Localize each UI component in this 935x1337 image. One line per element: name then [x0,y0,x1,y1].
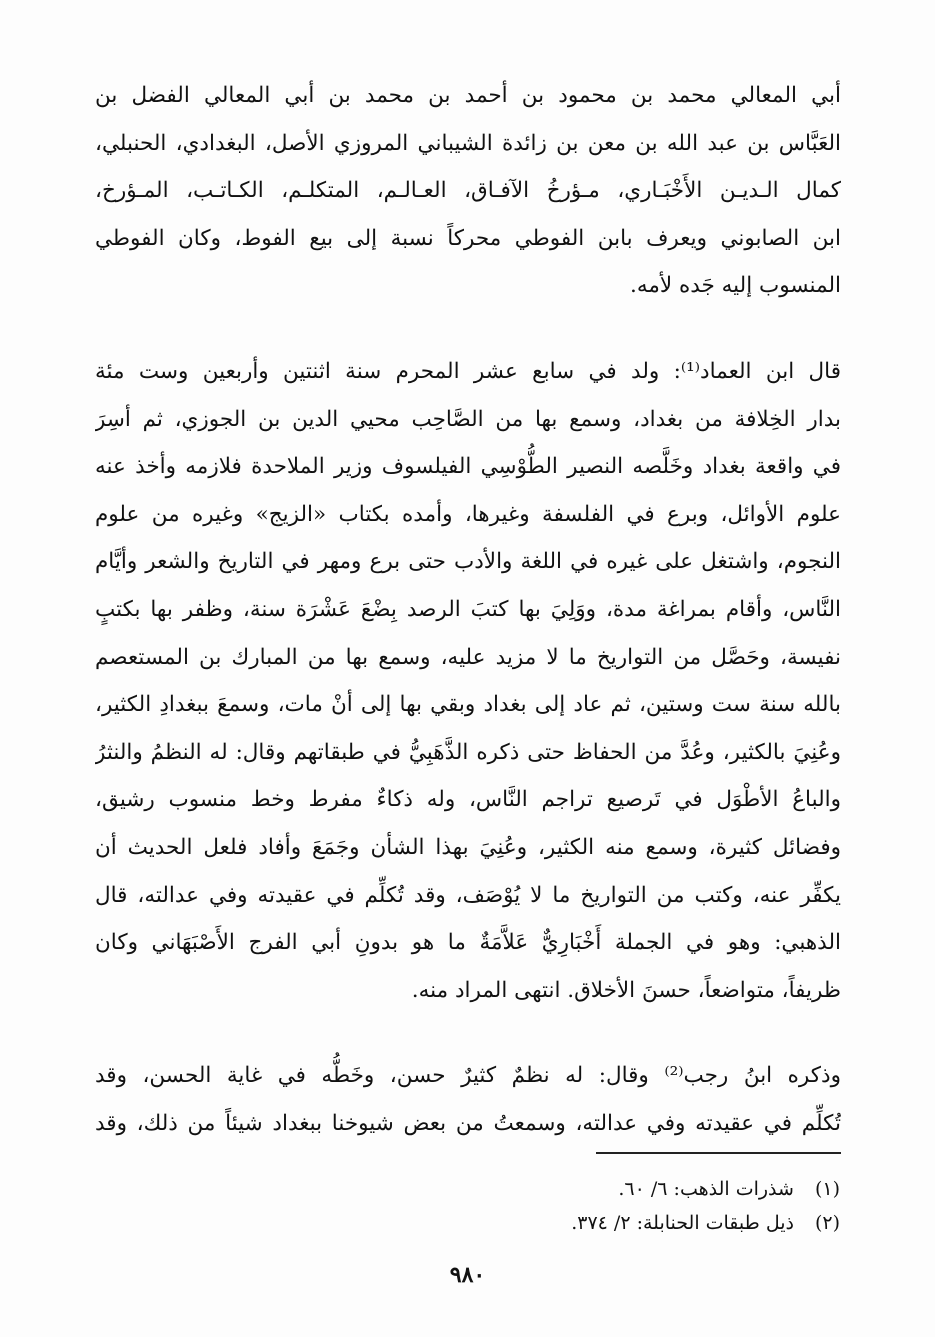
paragraph-gap [95,1014,841,1052]
text-line: وذكره ابنُ رجب⁽²⁾ وقال: له نظمٌ كثيرٌ حسن، وخَطُّه في غاية الحسن، وقد [95,1063,841,1089]
text-line: والباعُ الأطْوَل في تَرصيع تراجم النَّاس، وله ذكاءٌ مفرط وخط منسوب رشيق، [95,787,841,813]
text-line: نفيسة، وحَصَّل من التواريخ ما لا مزيد عليه، وسمع بها من المبارك بن المستعصم [95,644,841,670]
footnote [571,1206,840,1240]
text-line: ظريفاً، متواضعاً، حسنَ الأخلاق. انتهى المراد منه. [411,977,841,1003]
footnotes [571,1172,840,1240]
text-line: كمال الـديـن الأَخْبَـاري، مـؤرخُ الآفـاق، العـالـم، المتكلـم، الكـاتـب، المـؤرخ، [95,178,841,204]
text-line: المنسوب إليه جَده لأمه. [630,273,841,299]
footnote-text: ذيل طبقات الحنابلة: ٢/ ٣٧٤. [571,1212,794,1234]
text-line: في واقعة بغداد وخَلَّصه النصير الطُّوْسِي الفيلسوف وزير الملاحدة فلازمه وأخذ عنه [95,454,841,480]
page-number: ٩٨٠ [449,1262,486,1288]
text-line: ابن الصابوني ويعرف بابن الفوطي محركاً نسبة إلى بيع الفوط، وكان الفوطي [95,225,841,251]
footnote-text: شذرات الذهب: ٦/ ٦٠. [618,1178,794,1200]
footnote-number: (٢) [814,1212,840,1234]
text-line: النَّاس، وأقام بمراغة مدة، ووَلِيَ بها كتبَ الرصد بِضْعَ عَشْرَة سنة، وظفر بها بكتبٍ [95,596,841,622]
text-line: بالله سنة ست وستين، ثم عاد إلى بغداد وبقي بها إلى أنْ مات، وسمعَ ببغدادِ الكثير، [95,692,841,718]
text-line: وعُنِيَ بالكثير، وعُدَّ من الحفاظ حتى ذكره الذَّهَبِيُّ في طبقاتهم وقال: له النظمُ والنثرُ [95,739,841,765]
text-line: العَبَّاس بن عبد الله بن معن بن زائدة الشيباني المروزي الأصل، البغدادي، الحنبلي، [95,130,841,156]
text-line: علوم الأوائل، وبرع في الفلسفة وغيرها، وأمده بكتاب «الزيج» وغيره من علوم [95,501,841,527]
text-line: تُكلِّم في عقيدته وفي عدالته، وسمعتُ من بعض شيوخنا ببغداد شيئاً من ذلك، وقد [95,1110,841,1136]
text-line: الذهبي: وهو في الجملة أَخْبَارِيٌّ عَلاَّمَةٌ ما هو بدونِ أبي الفرج الأَصْبَهَاني وكان [95,930,841,956]
text-line: النجوم، واشتغل على غيره في اللغة والأدب حتى برع ومهر في التاريخ والشعر وأيَّام [95,549,841,575]
text-line: وفضائل كثيرة، وسمع منه الكثير، وعُنِيَ بهذا الشأن وجَمَعَ وأفاد فلعل الحديث أن [95,834,841,860]
footnote [571,1172,840,1206]
text-line: بدار الخِلافة من بغداد، وسمع بها من الصَّاحِب محيي الدين بن الجوزي، ثم أسِرَ [95,406,841,432]
footnote-separator [596,1152,841,1154]
text-line: أبي المعالي محمد بن محمود بن أحمد بن محمد بن أبي المعالي الفضل بن [95,83,841,108]
paragraph-gap [95,310,841,348]
text-line: يكفِّر عنه، وكتب من التواريخ ما لا يُوْصَف، وقد تُكلِّم في عقيدته وفي عدالته، قال [95,882,841,908]
footnote-number: (١) [814,1178,840,1200]
main-text [95,72,841,1147]
text-line: قال ابن العماد⁽¹⁾: ولد في سابع عشر المحرم سنة اثنتين وأربعين وست مئة [95,358,841,384]
